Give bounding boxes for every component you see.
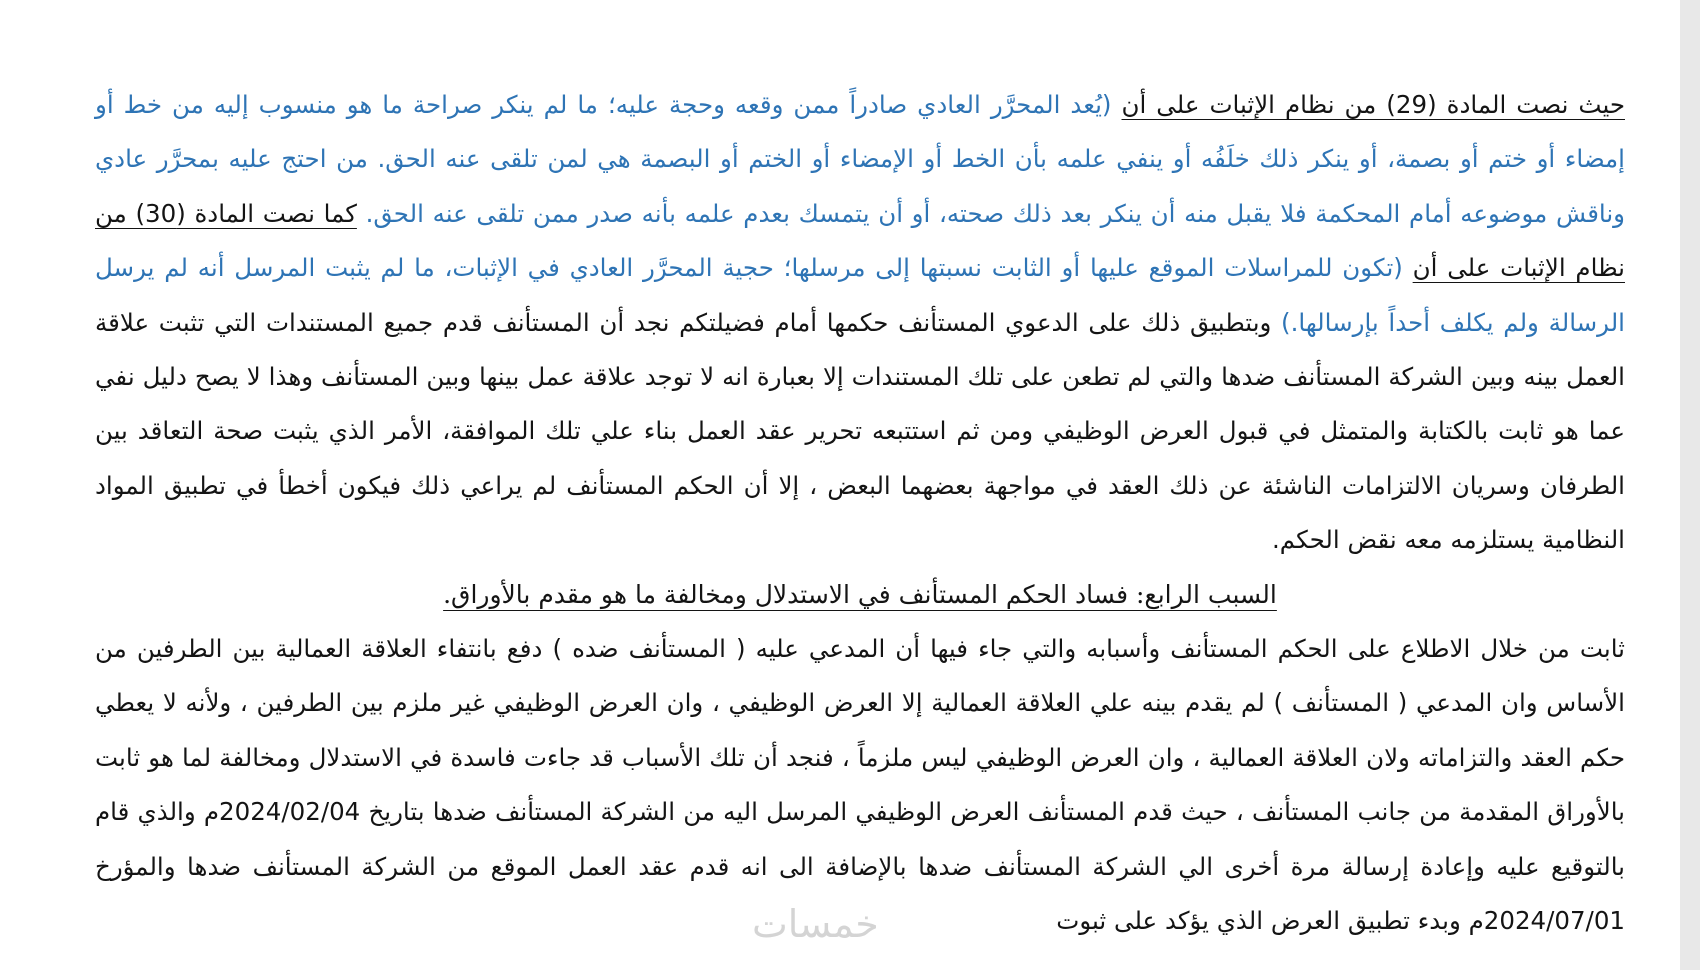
article-30-intro: كما نصت المادة (30) من نظام الإثبات على أن — [95, 198, 1625, 283]
document-body — [95, 78, 1625, 949]
paragraph-fourth-reason: ثابت من خلال الاطلاع على الحكم المستأنف وأسبابه والتي جاء فيها أن المدعي عليه ( المستأنف ضده ) دفع بانتفاء العلاقة العمالية بين الطرفين من الأساس وان المدعي ( المستأنف ) لم يقدم بينه علي العلاقة العمالية إلا العرض الوظيفي ، وان العرض الوظيفي غير ملزم بين الطرفين ، ولأنه لا يعطي حكم العقد والتزاماته ولان العلاقة العمالية ، وان العرض الوظيفي ليس ملزماً ، فنجد أن تلك الأسباب قد جاءت فاسدة في الاستدلال ومخالفة لما هو ثابت بالأوراق المقدمة من جانب المستأنف ، حيث قدم المستأنف العرض الوظيفي المرسل اليه من الشركة المستأنف ضدها بتاريخ 2024/02/04م والذي قام بالتوقيع عليه وإعادة إرسالة مرة أخرى الي الشركة المستأنف ضدها بالإضافة الى انه قدم عقد العمل الموقع من الشركة المستأنف ضدها والمؤرخ 2024/07/01م وبدء تطبيق العرض الذي يؤكد على ثبوت — [95, 634, 1626, 936]
watermark-logo: خمسات — [752, 902, 879, 946]
section-heading — [95, 568, 1625, 622]
article-29-intro: حيث نصت المادة (29) من نظام الإثبات على أن — [1121, 90, 1625, 119]
application-text: وبتطبيق ذلك على الدعوي المستأنف حكمها أمام فضيلتكم نجد أن المستأنف قدم جميع المستندات التي تثبت علاقة العمل بينه وبين الشركة المستأنف ضدها والتي لم تطعن على تلك المستندات إلا بعبارة انه لا توجد علاقة عمل بينها وبين المستأنف وهذا لا يصح دليل نفي عما هو ثابت بالكتابة والمتمثل في قبول العرض الوظيفي ومن ثم استتبعه تحرير عقد العمل بناء علي تلك الموافقة، الأمر الذي يثبت صحة التعاقد بين الطرفان وسريان الالتزامات الناشئة عن ذلك العقد في مواجهة بعضهما البعض ، إلا أن الحكم المستأنف لم يراعي ذلك فيكون أخطأ في تطبيق المواد النظامية يستلزمه معه نقض الحكم. — [95, 307, 1625, 555]
section-heading-text: السبب الرابع: فساد الحكم المستأنف في الاستدلال ومخالفة ما هو مقدم بالأوراق. — [443, 579, 1277, 609]
paragraph-article-29 — [95, 78, 1625, 568]
article-30-quote: (تكون للمراسلات الموقع عليها أو الثابت نسبتها إلى مرسلها؛ حجية المحرَّر العادي في الإثبات، ما لم يثبت المرسل أنه لم يرسل الرسالة ولم يكلف أحداً بإرسالها.) — [95, 253, 1625, 337]
article-29-quote: (يُعد المحرَّر العادي صادراً ممن وقعه وحجة عليه؛ ما لم ينكر صراحة ما هو منسوب إليه من خط أو إمضاء أو ختم أو بصمة، أو ينكر ذلك خلَفُه أو ينفي علمه بأن الخط أو الإمضاء أو الختم أو البصمة هي لمن تلقى عنه الحق. من احتج عليه بمحرَّر عادي وناقش موضوعه أمام المحكمة فلا يقبل منه أن ينكر بعد ذلك صحته، أو أن يتمسك بعدم علمه بأنه صدر ممن تلقى عنه الحق. — [95, 90, 1626, 228]
viewer-gutter — [1680, 0, 1700, 970]
